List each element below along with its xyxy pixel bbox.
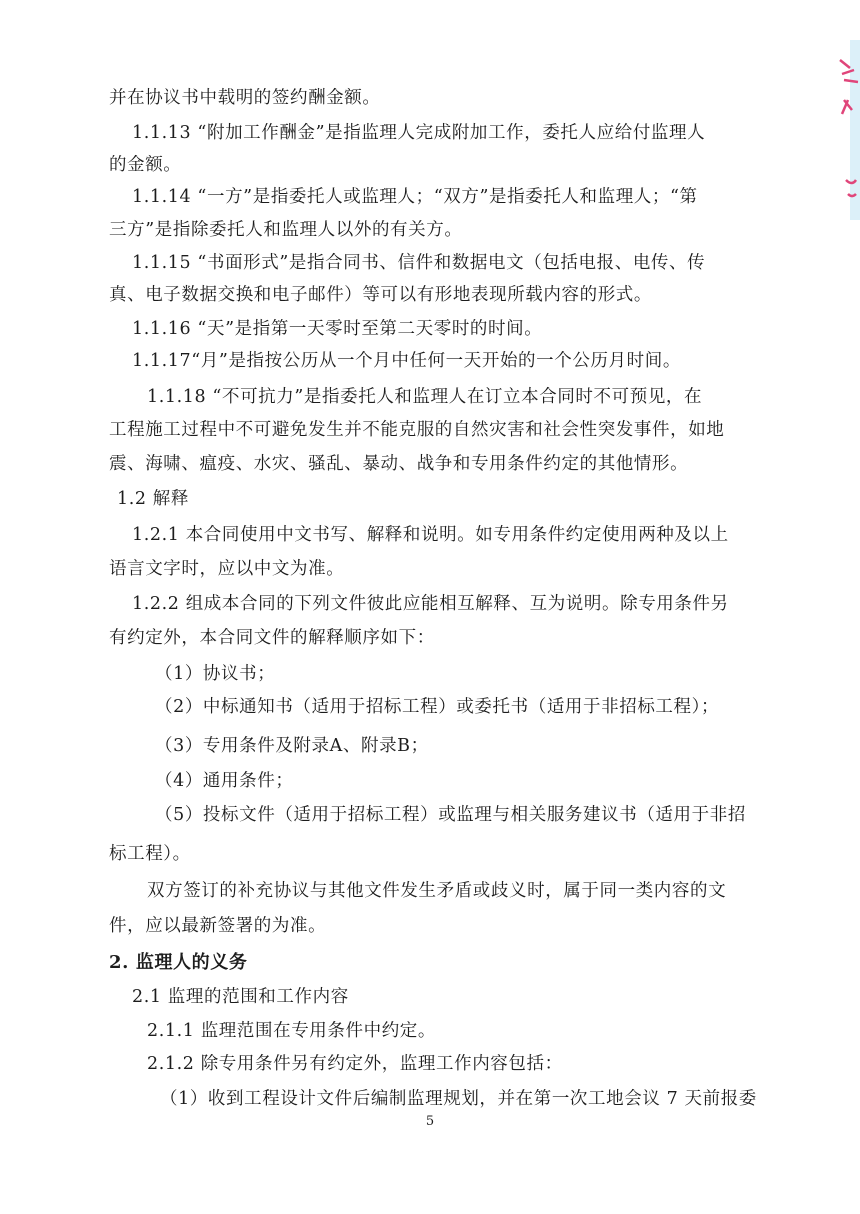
text-line: 工程施工过程中不可避免发生并不能克服的自然灾害和社会性突发事件，如地: [109, 420, 725, 440]
section-heading: 1.2 解释: [117, 489, 189, 509]
text-line: 双方签订的补充协议与其他文件发生矛盾或歧义时，属于同一类内容的文: [147, 881, 727, 901]
text-line: 2.1.1 监理范围在专用条件中约定。: [147, 1021, 436, 1041]
list-item: （2）中标通知书（适用于招标工程）或委托书（适用于非招标工程）；: [155, 697, 720, 717]
text-line: 并在协议书中载明的签约酬金额。: [109, 88, 381, 108]
text-line: 语言文字时，应以中文为准。: [109, 559, 345, 579]
text-line: 真、电子数据交换和电子邮件）等可以有形地表现所载内容的形式。: [109, 285, 652, 305]
list-item: （3）专用条件及附录A、附录B；: [155, 736, 429, 756]
page-number: 5: [425, 1114, 435, 1129]
text-line: 1.1.14 “一方”是指委托人或监理人；“双方”是指委托人和监理人；“第: [132, 187, 698, 207]
text-line: 1.1.18 “不可抗力”是指委托人和监理人在订立本合同时不可预见，在: [147, 387, 703, 407]
list-item: （5）投标文件（适用于招标工程）或监理与相关服务建议书（适用于非招: [155, 805, 746, 825]
text-line: 的金额。: [109, 155, 182, 175]
list-item: （4）通用条件；: [155, 771, 294, 791]
section-heading: 2.1 监理的范围和工作内容: [132, 987, 349, 1007]
text-line: 1.2.2 组成本合同的下列文件彼此应能相互解释、互为说明。除专用条件另: [132, 594, 729, 614]
text-line: 震、海啸、瘟疫、水灾、骚乱、暴动、战争和专用条件约定的其他情形。: [109, 454, 689, 474]
text-line: 1.1.17“月”是指按公历从一个月中任何一天开始的一个公历月时间。: [132, 351, 681, 371]
text-line: 2.1.2 除专用条件另有约定外，监理工作内容包括：: [147, 1054, 563, 1074]
seal-stamp-icon: [820, 40, 860, 220]
list-item: （1）收到工程设计文件后编制监理规划，并在第一次工地会议 7 天前报委: [160, 1089, 757, 1109]
text-line: 1.1.13 “附加工作酬金”是指监理人完成附加工作，委托人应给付监理人: [132, 123, 706, 143]
list-item: （1）协议书；: [155, 664, 276, 684]
chapter-heading: 2. 监理人的义务: [109, 952, 248, 973]
text-line: 标工程）。: [109, 844, 191, 864]
text-line: 三方”是指除委托人和监理人以外的有关方。: [109, 220, 463, 240]
text-line: 1.2.1 本合同使用中文书写、解释和说明。如专用条件约定使用两种及以上: [132, 525, 729, 545]
text-line: 有约定外，本合同文件的解释顺序如下：: [109, 628, 435, 648]
text-line: 1.1.15 “书面形式”是指合同书、信件和数据电文（包括电报、电传、传: [132, 253, 706, 273]
text-line: 1.1.16 “天”是指第一天零时至第二天零时的时间。: [132, 319, 543, 339]
text-line: 件，应以最新签署的为准。: [109, 916, 327, 936]
